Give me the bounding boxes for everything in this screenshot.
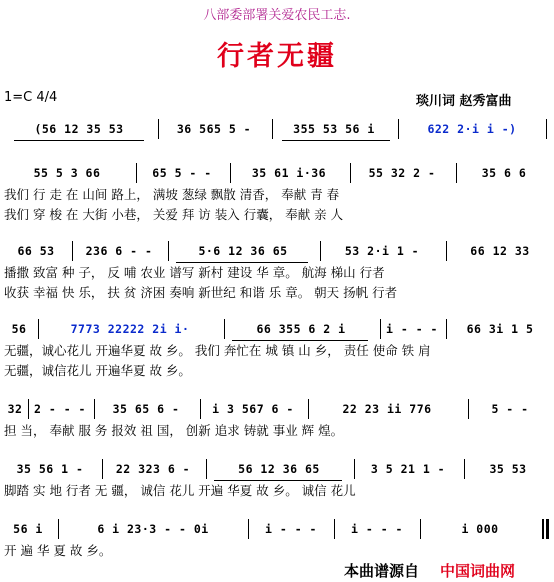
credits: 琰川词 赵秀富曲 <box>416 94 512 109</box>
measure: 355 53 56 i <box>293 122 375 136</box>
measure: 35 61 i·36 <box>251 166 327 180</box>
measure: 22 323 6 - <box>115 462 191 476</box>
measure: 32 <box>7 402 23 416</box>
lyric-line: 播撒 致富 种 子， 反 哺 农业 谱写 新村 建设 华 章。 航海 梯山 行者 <box>4 265 385 280</box>
measure: 6 i 23·3 - - 0i <box>97 522 209 536</box>
measure: 66 12 33 <box>470 244 530 258</box>
barline <box>354 459 355 479</box>
barline <box>320 241 321 261</box>
measure: 7773 22222 2i i· <box>70 322 190 336</box>
beam-line <box>214 480 342 481</box>
barline <box>456 163 457 183</box>
score-system-intro <box>0 118 554 140</box>
measure: 35 6 6 <box>481 166 527 180</box>
score-system-6 <box>0 518 554 540</box>
watermark-text: 本曲谱源自 <box>344 562 420 580</box>
barline <box>248 519 249 539</box>
measure: i - - - <box>351 522 403 536</box>
lyric-line: 我们 穿 梭 在 大街 小巷， 关爱 拜 访 装入 行囊， 奉献 亲 人 <box>4 207 344 222</box>
watermark-site[interactable]: 中国词曲网 <box>440 562 516 580</box>
barline <box>102 459 103 479</box>
measure: 35 56 1 - <box>16 462 84 476</box>
measure: 56 12 36 65 <box>238 462 320 476</box>
barline <box>446 319 447 339</box>
barline <box>38 319 39 339</box>
measure: 36 565 5 - <box>176 122 252 136</box>
barline <box>206 459 207 479</box>
measure: 22 23 ii 776 <box>342 402 432 416</box>
measure: 55 32 2 - <box>368 166 436 180</box>
final-barline-thick <box>546 519 549 539</box>
lyric-line: 担 当， 奉献 服 务 报效 祖 国， 创新 追求 铸就 事业 辉 煌。 <box>4 423 344 438</box>
lyric-line: 无疆，诚心花儿 开遍华夏 故 乡。 我们 奔忙在 城 镇 山 乡， 责任 使命 铁 肩 <box>4 343 431 358</box>
barline <box>468 399 469 419</box>
barline <box>446 241 447 261</box>
song-title: 行者无疆 <box>217 41 337 72</box>
measure: 66 53 <box>17 244 55 258</box>
measure: i 000 <box>461 522 499 536</box>
measure: i - - - <box>386 322 438 336</box>
key-signature: 1=C 4/4 <box>4 90 58 105</box>
measure: 53 2·i 1 - <box>344 244 420 258</box>
barline <box>464 459 465 479</box>
beam-line <box>176 262 308 263</box>
barline <box>168 241 169 261</box>
measure: i 3 567 6 - <box>212 402 294 416</box>
barline <box>230 163 231 183</box>
measure: 236 6 - - <box>85 244 153 258</box>
barline <box>334 519 335 539</box>
barline <box>546 119 547 139</box>
barline <box>308 399 309 419</box>
measure: 55 5 3 66 <box>33 166 101 180</box>
lyric-line: 脚踏 实 地 行者 无 疆， 诚信 花儿 开遍 华夏 故 乡。 诚信 花儿 <box>4 483 356 498</box>
lyric-line: 无疆，诚信花儿 开遍华夏 故 乡。 <box>4 363 191 378</box>
score-system-1 <box>0 162 554 184</box>
measure: 56 <box>11 322 27 336</box>
score-system-2 <box>0 240 554 262</box>
barline <box>58 519 59 539</box>
score-system-3 <box>0 318 554 340</box>
measure: (56 12 35 53 <box>34 122 124 136</box>
measure: 35 53 <box>489 462 527 476</box>
barline <box>350 163 351 183</box>
lyric-line: 收获 幸福 快 乐， 扶 贫 济困 奏响 新世纪 和谐 乐 章。 朝天 扬帆 行者 <box>4 285 398 300</box>
barline <box>420 519 421 539</box>
barline <box>28 399 29 419</box>
measure: 3 5 21 1 - <box>370 462 446 476</box>
barline <box>158 119 159 139</box>
barline <box>380 319 381 339</box>
barline <box>272 119 273 139</box>
header-note: 八部委部署关爱农民工志. <box>203 8 351 23</box>
barline <box>94 399 95 419</box>
measure: i - - - <box>265 522 317 536</box>
final-barline <box>542 519 544 539</box>
barline <box>224 319 225 339</box>
barline <box>398 119 399 139</box>
beam-line <box>14 140 144 141</box>
measure: 5 - - <box>491 402 529 416</box>
measure: 35 65 6 - <box>112 402 180 416</box>
measure: 622 2·i i -) <box>427 122 517 136</box>
measure: 2 - - - <box>34 402 86 416</box>
measure: 56 i <box>13 522 43 536</box>
barline <box>72 241 73 261</box>
barline <box>136 163 137 183</box>
barline <box>200 399 201 419</box>
beam-line <box>282 140 390 141</box>
score-system-4 <box>0 398 554 420</box>
measure: 65 5 - - <box>152 166 212 180</box>
measure: 66 3i 1 5 <box>466 322 534 336</box>
measure: 5·6 12 36 65 <box>198 244 288 258</box>
measure: 66 355 6 2 i <box>256 322 346 336</box>
score-system-5 <box>0 458 554 480</box>
lyric-line: 我们 行 走 在 山间 路上， 满坡 葱绿 飘散 清香， 奉献 青 春 <box>4 187 340 202</box>
beam-line <box>232 340 368 341</box>
lyric-line: 开 遍 华 夏 故 乡。 <box>4 543 112 558</box>
